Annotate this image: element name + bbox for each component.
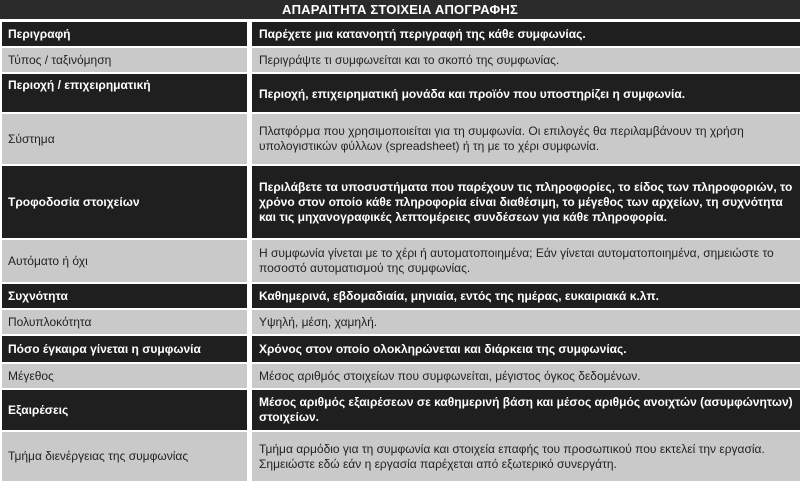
table-row-frequency <box>0 284 800 308</box>
row-label: Συχνότητα <box>2 284 247 308</box>
row-value: Παρέχετε μια κατανοητή περιγραφή της κάθε συμφωνίας. <box>252 22 800 46</box>
row-value: Περιλάβετε τα υποσυστήματα που παρέχουν τις πληροφορίες, το είδος των πληροφοριών, το χρόνο στον οποίο κάθε πληροφορία είναι διαθέσιμη, το μέγεθος των αρχείων, τη συχνότητα και τις μηχανογραφικές λεπτομέρειες συνδέσεων για κάθε πληροφορία. <box>252 166 800 238</box>
row-value: Περιγράψτε τι συμφωνείται και το σκοπό της συμφωνίας. <box>252 48 800 72</box>
row-value: Πλατφόρμα που χρησιμοποιείται για τη συμφωνία. Οι επιλογές θα περιλαμβάνουν τη χρήση υπολογιστικών φύλλων (spreadsheet) ή τη με το χέρι συμφωνία. <box>252 114 800 164</box>
row-label: Τροφοδοσία στοιχείων <box>2 166 247 238</box>
row-label: Μέγεθος <box>2 364 247 388</box>
row-value: Καθημερινά, εβδομαδιαία, μηνιαία, εντός της ημέρας, ευκαιριακά κ.λπ. <box>252 284 800 308</box>
table-title: ΑΠΑΡΑΙΤΗΤΑ ΣΤΟΙΧΕΙΑ ΑΠΟΓΡΑΦΗΣ <box>282 2 518 17</box>
row-label: Σύστημα <box>2 114 247 164</box>
row-label: Τμήμα διενέργειας της συμφωνίας <box>2 432 247 481</box>
row-value: Μέσος αριθμός στοιχείων που συμφωνείται, μέγιστος όγκος δεδομένων. <box>252 364 800 388</box>
table-row-type <box>0 48 800 72</box>
row-value: Περιοχή, επιχειρηματική μονάδα και προϊόν που υποστηρίζει η συμφωνία. <box>252 74 800 112</box>
row-value: Χρόνος στον οποίο ολοκληρώνεται και διάρκεια της συμφωνίας. <box>252 336 800 362</box>
table-title-bar <box>0 0 800 19</box>
table-row-description <box>0 22 800 46</box>
table-row-area <box>0 74 800 112</box>
row-label: Πολυπλοκότητα <box>2 310 247 334</box>
row-value: Υψηλή, μέση, χαμηλή. <box>252 310 800 334</box>
table-row-department <box>0 432 800 481</box>
table-row-size <box>0 364 800 388</box>
table-row-system <box>0 114 800 164</box>
table-row-exceptions <box>0 390 800 430</box>
row-value: Μέσος αριθμός εξαιρέσεων σε καθημερινή βάση και μέσος αριθμός ανοιχτών (ασυμφώνητων) στοιχείων. <box>252 390 800 430</box>
table-row-automation <box>0 240 800 282</box>
row-label: Εξαιρέσεις <box>2 390 247 430</box>
table-row-data-feed <box>0 166 800 238</box>
row-label: Τύπος / ταξινόμηση <box>2 48 247 72</box>
row-value: Η συμφωνία γίνεται με το χέρι ή αυτοματοποιημένα; Εάν γίνεται αυτοματοποιημένα, σημειώστε το ποσοστό αυτοματισμού της συμφωνίας. <box>252 240 800 282</box>
row-label: Πόσο έγκαιρα γίνεται η συμφωνία <box>2 336 247 362</box>
table-row-complexity <box>0 310 800 334</box>
table-row-timeliness <box>0 336 800 362</box>
row-value: Τμήμα αρμόδιο για τη συμφωνία και στοιχεία επαφής του προσωπικού που εκτελεί την εργασία. Σημειώστε εδώ εάν η εργασία παρέχεται από εξωτερικό συνεργάτη. <box>252 432 800 481</box>
row-label: Περιγραφή <box>2 22 247 46</box>
row-label: Περιοχή / επιχειρηματική <box>2 74 247 112</box>
row-label: Αυτόματο ή όχι <box>2 240 247 282</box>
